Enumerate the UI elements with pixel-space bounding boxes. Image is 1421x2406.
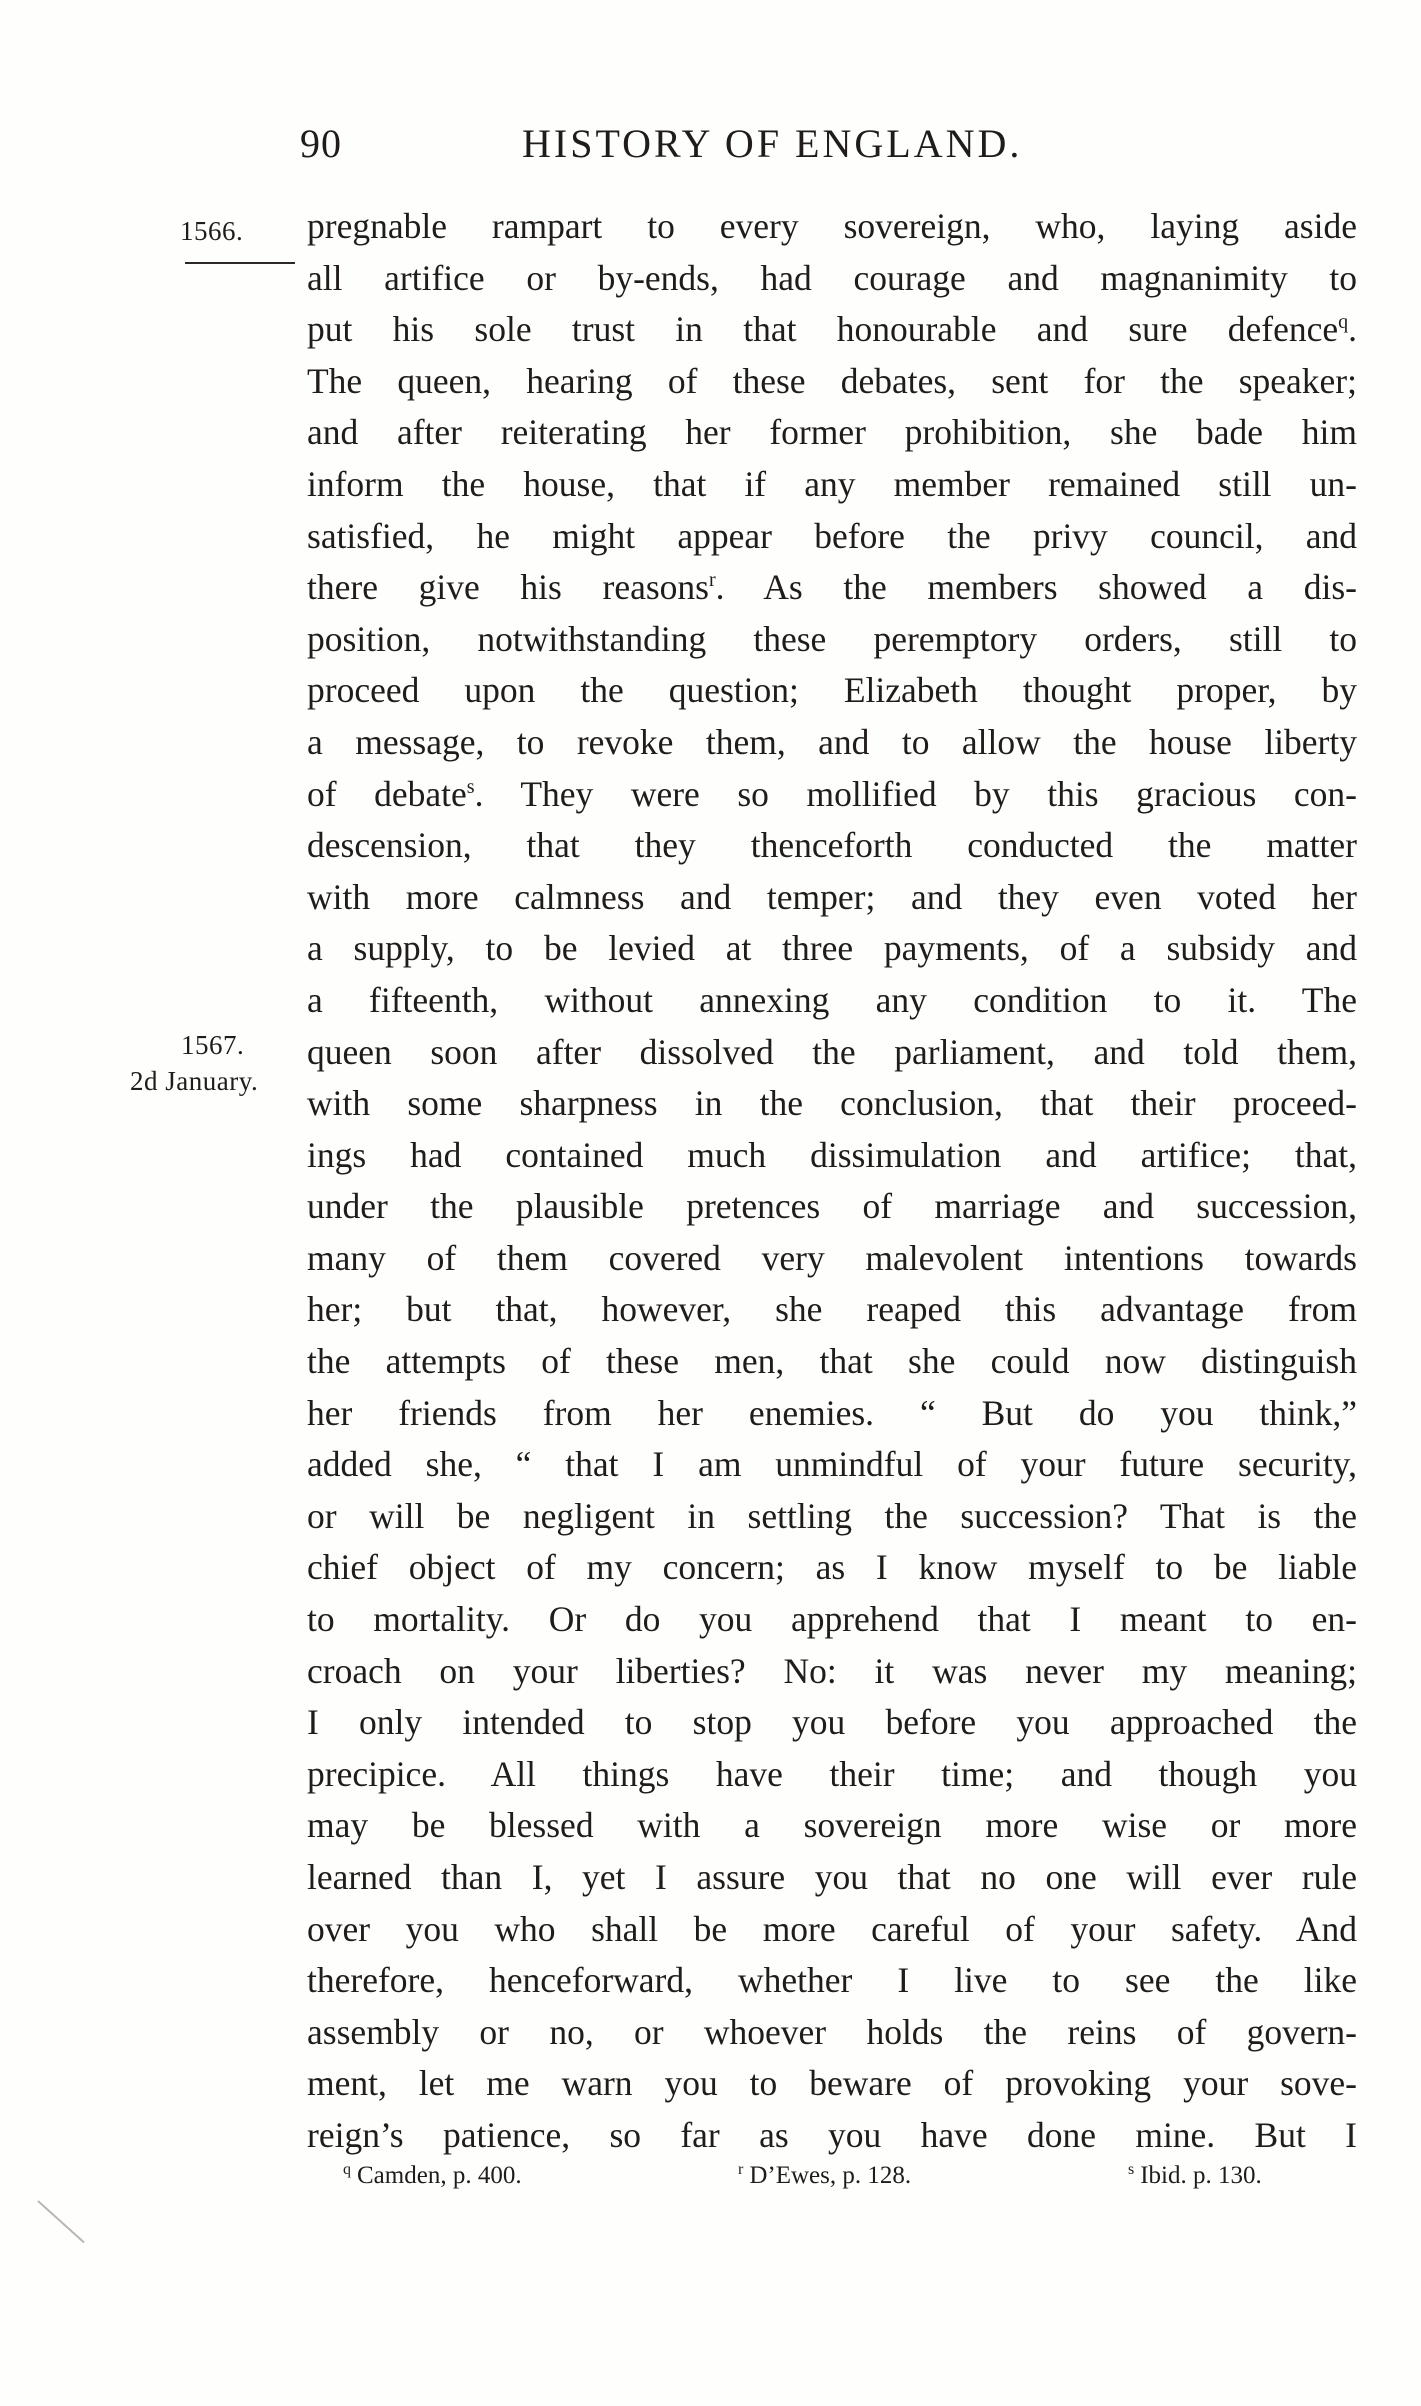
text-line: queen soon after dissolved the parliament, and told them, xyxy=(307,1031,1357,1072)
text-line: and after reiterating her former prohibition, she bade him xyxy=(307,412,1357,453)
text-line: croach on your liberties? No: it was never my meaning; xyxy=(307,1650,1357,1691)
footnote-text-r: D’Ewes, p. 128. xyxy=(749,2162,912,2189)
text-line: a fifteenth, without annexing any condition to it. The xyxy=(307,979,1357,1020)
text-line: descension, that they thenceforth conducted the matter xyxy=(307,825,1357,866)
footnote-mark-r: r xyxy=(738,2160,744,2178)
text-line: a message, to revoke them, and to allow the house liberty xyxy=(307,721,1357,762)
footnote-s xyxy=(1128,2162,1262,2190)
text-line: I only intended to stop you before you approached the xyxy=(307,1702,1357,1743)
footnote-ref-q: q xyxy=(1338,311,1349,334)
text-line: learned than I, yet I assure you that no one will ever rule xyxy=(307,1857,1357,1897)
text-line: all artifice or by-ends, had courage and magnanimity to xyxy=(307,257,1357,298)
text-line-main: of debate xyxy=(307,773,467,814)
footnote-q xyxy=(343,2162,522,2190)
text-line-tail: . xyxy=(1348,309,1357,350)
text-line: with some sharpness in the conclusion, that their proceed- xyxy=(307,1083,1357,1124)
text-line: satisfied, he might appear before the privy council, and xyxy=(307,515,1357,556)
text-line: or will be negligent in settling the succession? That is the xyxy=(307,1495,1357,1536)
page-number: 90 xyxy=(300,121,342,166)
text-line: assembly or no, or whoever holds the reins of govern- xyxy=(307,2011,1357,2052)
footnote-text-s: Ibid. p. 130. xyxy=(1140,2162,1262,2189)
text-line: ings had contained much dissimulation and artifice; that, xyxy=(307,1134,1357,1175)
text-line: with more calmness and temper; and they even voted her xyxy=(307,876,1357,917)
text-line: ment, let me warn you to beware of provoking your sove- xyxy=(307,2063,1357,2104)
margin-rule xyxy=(185,262,295,264)
text-line: chief object of my concern; as I know myself to be liable xyxy=(307,1547,1357,1588)
footnote-mark-s: s xyxy=(1128,2160,1135,2178)
text-line: The queen, hearing of these debates, sent for the speaker; xyxy=(307,360,1357,401)
text-line xyxy=(307,769,1357,821)
text-line: the attempts of these men, that she could now distinguish xyxy=(307,1341,1357,1382)
text-line: under the plausible pretences of marriage and succession, xyxy=(307,1186,1357,1227)
margin-year-1567: 1567. xyxy=(181,1030,245,1060)
footnote-ref-r: r xyxy=(708,569,716,592)
footnote-ref-s: s xyxy=(466,775,475,798)
text-line: proceed upon the question; Elizabeth thought proper, by xyxy=(307,670,1357,711)
body-text xyxy=(307,201,1357,2162)
text-line xyxy=(307,304,1357,356)
text-line: pregnable rampart to every sovereign, who, laying aside xyxy=(307,206,1357,246)
footnotes xyxy=(0,2162,1421,2202)
footnote-r xyxy=(738,2162,911,2190)
footnote-text-q: Camden, p. 400. xyxy=(357,2162,522,2189)
text-line: over you who shall be more careful of your safety. And xyxy=(307,1908,1357,1949)
text-line: may be blessed with a sovereign more wise or more xyxy=(307,1805,1357,1846)
margin-date-note: 2d January. xyxy=(130,1066,259,1096)
text-line-tail: . As the members showed a dis- xyxy=(715,567,1357,608)
text-line: her friends from her enemies. “ But do you think,” xyxy=(307,1392,1357,1433)
text-line: position, notwithstanding these peremptory orders, still to xyxy=(307,618,1357,659)
page-corner-mark xyxy=(37,2200,84,2243)
text-line: precipice. All things have their time; and though you xyxy=(307,1753,1357,1794)
text-line: a supply, to be levied at three payments, of a subsidy and xyxy=(307,928,1357,969)
footnote-mark-q: q xyxy=(343,2160,351,2178)
text-line: many of them covered very malevolent intentions towards xyxy=(307,1237,1357,1278)
text-line-tail: . They were so mollified by this gracious con- xyxy=(474,773,1357,814)
text-line: her; but that, however, she reaped this advantage from xyxy=(307,1289,1357,1330)
text-line: therefore, henceforward, whether I live to see the like xyxy=(307,1960,1357,2001)
text-line xyxy=(307,562,1357,614)
text-line-main: put his sole trust in that honourable and sure defence xyxy=(307,309,1339,350)
text-line-main: there give his reasons xyxy=(307,567,709,608)
text-line: added she, “ that I am unmindful of your future security, xyxy=(307,1444,1357,1485)
text-line: reign’s patience, so far as you have done mine. But I xyxy=(307,2114,1357,2155)
text-line: to mortality. Or do you apprehend that I meant to en- xyxy=(307,1599,1357,1640)
text-line: inform the house, that if any member remained still un- xyxy=(307,463,1357,504)
margin-year-1566: 1566. xyxy=(180,216,244,246)
running-head xyxy=(0,120,1421,180)
running-title: HISTORY OF ENGLAND. xyxy=(522,121,1023,166)
